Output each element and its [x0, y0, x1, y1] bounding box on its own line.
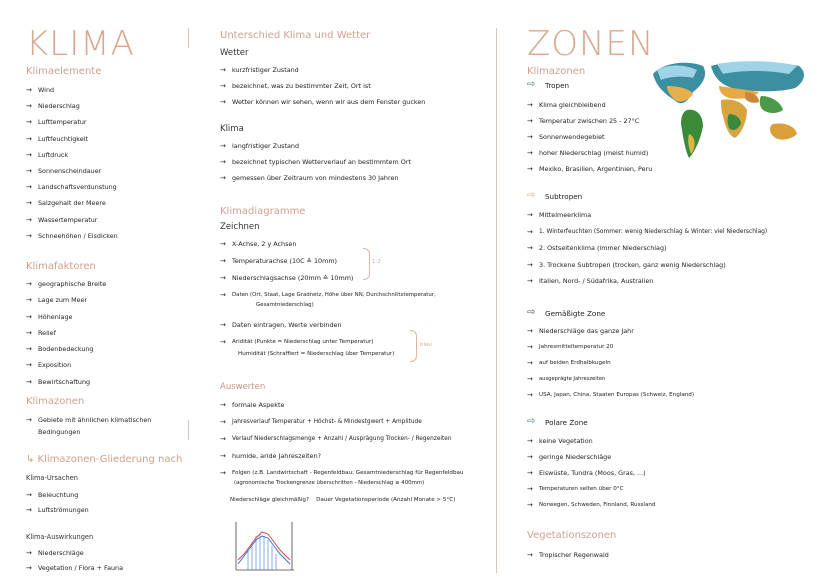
zeichnen-label: Zeichnen [220, 222, 260, 232]
klimazonen-list [26, 414, 186, 438]
ratio-note: 1:2 [372, 259, 381, 265]
list-item: → Gebiete mit ähnlichen klimatischen Bedingungen [26, 414, 178, 438]
list-item: → Italien, Nord- / Südafrika, Australien [527, 273, 767, 290]
klimafaktoren-heading: Klimafaktoren [26, 261, 96, 272]
list-item: → kurzfristiger Zustand [220, 62, 425, 78]
auswirkungen-label: Klima-Auswirkungen [26, 533, 94, 541]
vegetationszonen-heading: Vegetationszonen [527, 530, 617, 541]
list-item: → ausgeprägte Jahreszeiten [527, 371, 694, 387]
list-item: → Bewirtschaftung [26, 374, 106, 390]
ratio-brace [363, 248, 370, 280]
list-item: → Folgen (z.B. Landwirtschaft - Regenfeldbau: Gesamtniederschlag für Regenfeldbau [220, 465, 463, 482]
auswerten-label: Auswerten [220, 382, 266, 392]
list-item: → Mexiko, Brasilien, Argentinien, Peru [527, 161, 652, 177]
list-item: → geographische Breite [26, 276, 106, 292]
list-item: → Mittelmeerklima [527, 207, 767, 224]
tropen-list [527, 97, 652, 177]
world-map [649, 56, 815, 168]
auswirkungen-list [26, 546, 123, 576]
list-item: → 1. Winterfeuchten (Sommer: wenig Niederschlag & Winter: viel Niederschlag) [527, 224, 767, 241]
list-item: → humide, aride Jahreszeiten? [220, 448, 463, 465]
vegetationszonen-list [527, 547, 609, 563]
list-item: → bezeichnet typischen Wetterverlauf an bestimmtem Ort [220, 154, 411, 170]
zone-arrow-icon: ⇨ [527, 190, 536, 201]
list-item: → Niederschlagsachse (20mm ≙ 10mm) [220, 270, 436, 287]
gemaessigt-list [527, 323, 694, 403]
klimadiagramm-sketch [232, 520, 296, 574]
list-item: → Lufttemperatur [26, 114, 118, 130]
list-item: → Daten eintragen, Werte verbinden [220, 317, 373, 334]
list-item: → auf beiden Erdhalbkugeln [527, 355, 694, 371]
klimaelemente-list [26, 82, 118, 244]
blau-note: blau [420, 342, 432, 348]
klimazonen-label: Klimazonen [527, 66, 586, 77]
zone-arrow-icon: ⇨ [527, 79, 536, 90]
auswerten-list [220, 397, 463, 482]
list-item: → Klima gleichbleibend [527, 97, 652, 113]
list-item: → Relief [26, 325, 106, 341]
list-item: → 3. Trockene Subtropen (trocken, ganz wenig Niederschlag) [527, 257, 767, 274]
list-item: → Eiswüste, Tundra (Moos, Gras, ...) [527, 465, 655, 481]
klima-label: Klima [220, 124, 244, 134]
list-item: → Wassertemperatur [26, 212, 118, 228]
klimazonen-heading: Klimazonen [26, 396, 85, 407]
zeichnen-list-2 [220, 317, 373, 351]
list-item: → langfristiger Zustand [220, 138, 411, 154]
list-item: → Temperaturachse (10C ≙ 10mm) [220, 253, 436, 270]
list-item: → 2. Ostseitenklima (immer Niederschlag) [527, 240, 767, 257]
list-item: → Verlauf Niederschlagsmenge + Anzahl / Ausprägung Trocken- / Regenzeiten [220, 431, 463, 448]
klimafaktoren-list [26, 276, 106, 390]
list-item: → Höhenlage [26, 309, 106, 325]
zonen-title: ZONEN [527, 24, 655, 64]
zone-polar [527, 418, 588, 427]
humiditaet-text: Humidität (Schraffiert = Niederschlag über Temperatur) [238, 351, 395, 357]
zone-gemaessigt [527, 309, 605, 318]
list-item: → Daten (Ort, Staat, Lage Gradnetz, Höhe über NN, Durchschnittstemperatur, [220, 287, 436, 304]
ursachen-label: Klima-Ursachen [26, 474, 78, 482]
list-item: → Aridität (Punkte = Niederschlag unter Temperatur) [220, 334, 373, 351]
zone-gemaessigt-label: Gemäßigte Zone [545, 309, 606, 318]
unterschied-heading: Unterschied Klima und Wetter [220, 30, 371, 41]
list-item: → Schneehöhen / Eisdicken [26, 228, 118, 244]
klima-list [220, 138, 411, 186]
list-item: → X-Achse, 2 y Achsen [220, 236, 436, 253]
blau-brace [410, 330, 417, 362]
list-item: → Sonnenscheindauer [26, 163, 118, 179]
list-item: → geringe Niederschläge [527, 449, 655, 465]
list-item: → Wetter können wir sehen, wenn wir aus dem Fenster gucken [220, 94, 425, 110]
zeichnen-continuation: Gesamtniederschlag) [256, 302, 314, 308]
list-item: → Lage zum Meer [26, 292, 106, 308]
list-item: → Niederschläge das ganze Jahr [527, 323, 694, 339]
list-item: → Tropischer Regenwald [527, 547, 609, 563]
list-item: → Luftdruck [26, 147, 118, 163]
list-item: → Niederschläge [26, 546, 123, 561]
ursachen-list [26, 488, 89, 518]
auswerten-continuation-2: Niederschläge gleichmäßig? Dauer Vegetationsperiode (Anzahl Monate > 5°C) [230, 497, 456, 503]
polar-list [527, 433, 655, 513]
list-item: → Luftströmungen [26, 503, 89, 518]
list-item: → Temperatur zwischen 25 - 27°C [527, 113, 652, 129]
list-item: → Exposition [26, 357, 106, 373]
klima-title: KLIMA [26, 24, 135, 64]
column-divider-1b [188, 420, 189, 440]
zone-arrow-icon: ⇨ [527, 416, 536, 427]
list-item: → bezeichnet, was zu bestimmter Zeit, Ort ist [220, 78, 425, 94]
list-item: → Bodenbedeckung [26, 341, 106, 357]
list-item: → USA, Japan, China, Staaten Europas (Schweiz, England) [527, 387, 694, 403]
column-divider-1 [188, 28, 189, 48]
zone-polar-label: Polare Zone [545, 418, 588, 427]
list-item: → hoher Niederschlag (meist humid) [527, 145, 652, 161]
column-divider-2 [496, 28, 497, 573]
klimadiagramme-heading: Klimadiagramme [220, 206, 306, 217]
zone-arrow-icon: ⇨ [527, 307, 536, 318]
list-item: → Temperaturen selten über 0°C [527, 481, 655, 497]
list-item: → Niederschlag [26, 98, 118, 114]
zone-subtropen-label: Subtropen [545, 192, 583, 201]
list-item: → Sonnenwendegebiet [527, 129, 652, 145]
list-item: → Jahresverlauf Temperatur + Höchst- & Mindestgwert + Amplitude [220, 414, 463, 431]
list-item: → Jahresmitteltemperatur 20 [527, 339, 694, 355]
list-item: → gemessen über Zeitraum von mindestens 30 Jahren [220, 170, 411, 186]
list-item: → Beleuchtung [26, 488, 89, 503]
gliederung-heading: ↳ Klimazonen-Gliederung nach [26, 454, 183, 465]
list-item: → Norwegen, Schweden, Finnland, Russland [527, 497, 655, 513]
list-item: → Salzgehalt der Meere [26, 195, 118, 211]
auswerten-continuation-1: (agronomische Trockengrenze überschritten - Niederschlag ≥ 400mm) [234, 480, 425, 486]
list-item: → Landschaftsverdunstung [26, 179, 118, 195]
subtropen-list [527, 207, 767, 290]
list-item: → Wind [26, 82, 118, 98]
klimaelemente-heading: Klimaelemente [26, 66, 102, 77]
zone-tropen [527, 81, 569, 90]
list-item: → formale Aspekte [220, 397, 463, 414]
list-item: → keine Vegetation [527, 433, 655, 449]
wetter-label: Wetter [220, 48, 249, 58]
list-item: → Vegetation / Flora + Fauna [26, 561, 123, 576]
list-item: → Luftfeuchtigkeit [26, 131, 118, 147]
zone-subtropen [527, 192, 582, 201]
wetter-list [220, 62, 425, 110]
zeichnen-list [220, 236, 436, 304]
zone-tropen-label: Tropen [545, 81, 570, 90]
